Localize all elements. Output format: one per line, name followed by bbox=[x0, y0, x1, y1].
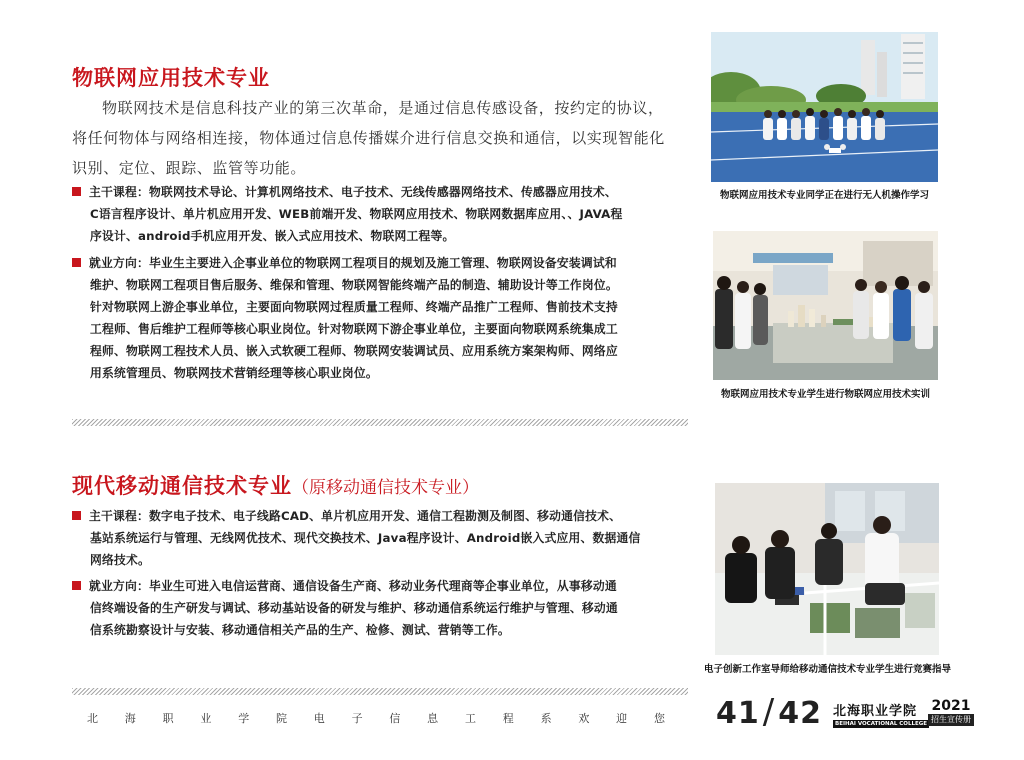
college-logo bbox=[833, 700, 929, 728]
section1-career bbox=[72, 252, 692, 384]
career-line: 维护、物联网工程项目售后服务、维保和管理、物联网智能终端产品的制造、辅助设计等工作岗位。 bbox=[90, 278, 618, 292]
slogan-char: 工 bbox=[464, 712, 476, 725]
career-line: 信系统勘察设计与安装、移动通信相关产品的生产、检修、测试、营销等工作。 bbox=[90, 623, 510, 637]
intro-line: 识别、定位、跟踪、监管等功能。 bbox=[72, 159, 307, 177]
section2-career bbox=[72, 575, 692, 641]
section2-subtitle: （原移动通信技术专业） bbox=[292, 478, 479, 498]
bullet-square-icon bbox=[72, 511, 81, 520]
slogan-char: 系 bbox=[540, 712, 552, 725]
slogan-char: 息 bbox=[427, 712, 439, 725]
slogan-char: 北 bbox=[87, 712, 98, 725]
photo-competition-coaching bbox=[715, 483, 939, 655]
slogan-char: 您 bbox=[653, 712, 665, 725]
year-text: 2021 bbox=[931, 698, 971, 714]
photo2-caption: 物联网应用技术专业学生进行物联网应用技术实训 bbox=[720, 389, 930, 400]
section-divider bbox=[72, 419, 688, 426]
page-right: 42 bbox=[778, 696, 822, 731]
photo-drone-students bbox=[711, 32, 938, 182]
career-text: 毕业生可进入电信运营商、通信设备生产商、移动业务代理商等企事业单位，从事移动通 bbox=[149, 579, 617, 593]
slogan-char: 海 bbox=[124, 712, 136, 725]
career-line: 工程师、售后维护工程师等核心职业岗位。针对物联网下游企事业单位，主要面向物联网系统集成工 bbox=[90, 322, 618, 336]
page-separator: / bbox=[762, 692, 776, 732]
courses-text: 物联网技术导论、计算机网络技术、电子技术、无线传感器网络技术、传感器应用技术、 bbox=[149, 185, 617, 199]
slogan-char: 业 bbox=[200, 712, 212, 725]
slogan-char: 电 bbox=[313, 712, 325, 725]
slogan-char: 迎 bbox=[616, 712, 628, 725]
bullet-square-icon bbox=[72, 258, 81, 267]
courses-label: 主干课程： bbox=[89, 185, 149, 199]
career-line: 信终端设备的生产研发与调试、移动基站设备的研发与维护、移动通信系统运行维护与管理、移动通 bbox=[90, 601, 618, 615]
photo-iot-lab bbox=[713, 231, 938, 380]
slogan-char: 子 bbox=[351, 712, 363, 725]
section1-intro bbox=[72, 93, 692, 183]
slogan-char: 学 bbox=[238, 712, 250, 725]
page-number bbox=[716, 692, 822, 732]
career-text: 毕业生主要进入企事业单位的物联网工程项目的规划及施工管理、物联网设备安装调试和 bbox=[149, 256, 617, 270]
career-first-line bbox=[72, 575, 692, 597]
career-line: 针对物联网上游企事业单位，主要面向物联网过程质量工程师、终端产品推广工程师、售前技术支持 bbox=[90, 300, 618, 314]
courses-text: 数字电子技术、电子线路CAD、单片机应用开发、通信工程勘测及制图、移动通信技术、 bbox=[149, 509, 622, 523]
footer-divider bbox=[72, 688, 688, 695]
section2-title-main: 现代移动通信技术专业 bbox=[72, 474, 292, 498]
photo3-caption: 电子创新工作室导师给移动通信技术专业学生进行竞赛指导 bbox=[703, 664, 951, 675]
slogan-char: 院 bbox=[275, 712, 287, 725]
page-left: 41 bbox=[716, 696, 760, 731]
courses-line: 网络技术。 bbox=[90, 553, 150, 567]
section1-courses bbox=[72, 181, 692, 247]
career-line: 程师、物联网工程技术人员、嵌入式软硬工程师、物联网安装调试员、应用系统方案架构师、网络应 bbox=[90, 344, 618, 358]
year-badge bbox=[928, 699, 974, 726]
intro-line: 物联网技术是信息科技产业的第三次革命，是通过信息传感设备，按约定的协议， bbox=[102, 99, 664, 117]
photo1-caption: 物联网应用技术专业同学正在进行无人机操作学习 bbox=[719, 190, 929, 201]
section2-title bbox=[72, 470, 479, 500]
courses-first-line bbox=[72, 181, 692, 203]
courses-line: C语言程序设计、单片机应用开发、WEB前端开发、物联网应用技术、物联网数据库应用、、JAVA程 bbox=[90, 207, 623, 221]
career-line: 用系统管理员、物联网技术营销经理等核心职业岗位。 bbox=[90, 366, 378, 380]
courses-label: 主干课程： bbox=[89, 509, 149, 523]
intro-line: 将任何物体与网络相连接，物体通过信息传播媒介进行信息交换和通信，以实现智能化 bbox=[72, 129, 665, 147]
courses-line: 序设计、android手机应用开发、嵌入式应用技术、物联网工程等。 bbox=[90, 229, 455, 243]
courses-line: 基站系统运行与管理、无线网优技术、现代交换技术、Java程序设计、Android嵌入式应用、数据通信 bbox=[90, 531, 641, 545]
slogan-char: 职 bbox=[162, 712, 174, 725]
brochure-label: 招生宣传册 bbox=[928, 714, 974, 726]
college-name-en: BEIHAI VOCATIONAL COLLEGE bbox=[835, 721, 928, 727]
college-name-cn: 北海职业学院 bbox=[833, 704, 918, 719]
bullet-square-icon bbox=[72, 187, 81, 196]
section2-courses bbox=[72, 505, 692, 571]
bullet-square-icon bbox=[72, 581, 81, 590]
slogan-char: 信 bbox=[389, 712, 401, 725]
footer-slogan bbox=[87, 710, 665, 726]
career-label: 就业方向： bbox=[89, 579, 149, 593]
career-first-line bbox=[72, 252, 692, 274]
section1-title: 物联网应用技术专业 bbox=[72, 66, 270, 90]
slogan-char: 程 bbox=[502, 712, 514, 725]
slogan-char: 欢 bbox=[578, 712, 590, 725]
courses-first-line bbox=[72, 505, 692, 527]
career-label: 就业方向： bbox=[89, 256, 149, 270]
